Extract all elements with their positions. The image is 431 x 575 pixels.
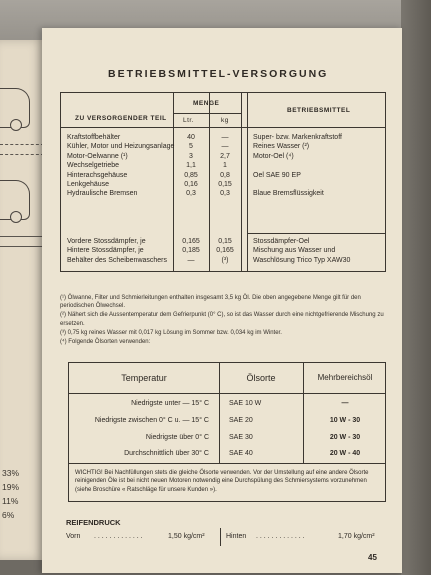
fluid-list-shock: Stossdämpfer-Oel Mischung aus Wasser und Waschlösung Trico Typ XAW30 bbox=[253, 238, 351, 264]
footnotes bbox=[60, 294, 390, 347]
dashed-line bbox=[0, 154, 44, 155]
background-right bbox=[401, 0, 431, 575]
header-oil-type: Ölsorte bbox=[246, 373, 276, 383]
temp-cell: Niedrigste unter — 15° C bbox=[131, 400, 209, 407]
multigrade-cell: 20 W - 40 bbox=[329, 450, 361, 457]
header-fluid: BETRIEBSMITTEL bbox=[287, 107, 351, 114]
ltr-values: 40 5 3 1,1 0,85 0,16 0,3 bbox=[184, 134, 198, 198]
header-ltr: Ltr. bbox=[183, 117, 195, 124]
oil-table bbox=[68, 362, 386, 502]
footnote: (³) 0,75 kg reines Wasser mit 0,017 kg Lösung im Sommer bzw. 0,034 kg im Winter. bbox=[60, 329, 282, 336]
header-amount: MENGE bbox=[193, 100, 220, 107]
fluid-list: Super- bzw. Markenkraftstoff Reines Wasser (²) Motor-Oel (⁴) Oel SAE 90 EP Blaue Bremsflüssigkeit bbox=[253, 134, 342, 198]
dimension-line bbox=[0, 246, 44, 247]
oil-cell: SAE 30 bbox=[229, 434, 253, 441]
oil-cell: SAE 40 bbox=[229, 450, 253, 457]
footnote: (¹) Ölwanne, Filter und Schmierleitungen enthalten insgesamt 3,5 kg Öl. Die oben angegebene Menge gilt für den periodischen Ölwechsel. bbox=[60, 295, 361, 310]
left-page bbox=[0, 40, 46, 560]
supply-table bbox=[60, 92, 386, 272]
manual-page: BETRIEBSMITTEL-VERSORGUNG ZU VERSORGENDER TEIL MENGE Ltr. kg BETRIEBSMITTEL Kraftstoffbehälter Kühler, Motor und Heizungsanlage Motor-Oelwanne (¹) Wechselgetriebe Hinterachsgehäuse Lenkgehäuse Hydraulische Bremsen 40 5 3 1,1 0,85 0,16 0,3 — — 2,7 1 0,8 0,15 0,3 Super- bzw. Markenkraftstoff Reines Wasser (²) Motor-Oel (⁴) Oel SAE 90 EP Blaue Bremsflüssigkeit Vordere Stossdämpfer, je Hintere Stossdämpfer, je Behälter des Scheibenwaschers 0,165 0,185 — 0,15 0,165 (³) Stossdämpfer-Oel Mischung aus Wasser und Waschlösung Trico Typ XAW30 (¹) Ölwanne, Filter und Schmierleitungen enthalten insgesamt 3,5 kg Öl. Die oben angegebene Menge gilt für den periodischen Ölwechsel. (²) Nähert sich die Aussentemperatur dem Gefrierpunkt (0° C), so ist das Wasser durch eine nichtgefrierende Mischung zu ersetzen. (³) 0,75 kg reines Wasser mit 0,017 kg Lösung im Sommer bzw. 0,034 kg im Winter. (⁴) Folgende Ölsorten verwenden: Temperatur Ölsorte Mehrbereichsöl Niedrigste unter — 15° C SAE 10 W — Niedrigste zwischen 0° C u. — 15° C SAE 20 10 W - 30 Niedrigste über 0° C SAE 30 20 W - 30 Durchschnittlich über 30° C SAE 40 20 W - 40 WICHTIG! Bei Nachfüllungen stets die gleiche Ölsorte verwenden. Vor der Umstellung auf eine andere Ölsorte reinigenden Öle ist bei nicht neuen Motoren notwendig eine Durchspülung des Schmiersystems vorzunehmen (siehe Broschüre « Ratschläge für unsere Kunden »). REIFENDRUCK Vorn . . . . . . . . . . . . . 1,50 kg/cm² Hinten . . . . . . . . . . . . . 1,70 kg/cm² 45 bbox=[42, 28, 402, 573]
part-list: Kraftstoffbehälter Kühler, Motor und Heizungsanlage Motor-Oelwanne (¹) Wechselgetriebe Hinterachsgehäuse Lenkgehäuse Hydraulische Bremsen bbox=[67, 134, 175, 198]
oil-cell: SAE 20 bbox=[229, 417, 253, 424]
header-multigrade: Mehrbereichsöl bbox=[317, 373, 373, 382]
percentage-label: 33% bbox=[2, 468, 20, 478]
oil-cell: SAE 10 W bbox=[229, 400, 262, 407]
kg-values: — — 2,7 1 0,8 0,15 0,3 bbox=[218, 134, 232, 198]
page-number: 45 bbox=[368, 553, 377, 562]
car-outline-icon bbox=[0, 88, 30, 128]
temp-cell: Durchschnittlich über 30° C bbox=[124, 450, 209, 457]
front-pressure: 1,50 kg/cm² bbox=[168, 533, 205, 540]
header-part: ZU VERSORGENDER TEIL bbox=[75, 115, 167, 122]
rear-pressure: 1,70 kg/cm² bbox=[338, 533, 375, 540]
car-outline-icon bbox=[0, 180, 30, 220]
wheel-icon bbox=[10, 119, 22, 131]
wheel-icon bbox=[10, 211, 22, 223]
page-title: BETRIEBSMITTEL-VERSORGUNG bbox=[108, 68, 329, 80]
percentage-label: 11% bbox=[2, 496, 19, 506]
ltr-values-shock: 0,165 0,185 — bbox=[182, 238, 200, 264]
footnote: (²) Nähert sich die Aussentemperatur dem Gefrierpunkt (0° C), so ist das Wasser durch eine nichtgefrierende Mischung zu ersetzen. bbox=[60, 312, 384, 327]
multigrade-cell: — bbox=[341, 400, 349, 407]
part-list-shock: Vordere Stossdämpfer, je Hintere Stossdämpfer, je Behälter des Scheibenwaschers bbox=[67, 238, 168, 264]
percentage-label: 6% bbox=[2, 510, 15, 520]
warning-text: WICHTIG! Bei Nachfüllungen stets die gleiche Ölsorte verwenden. Vor der Umstellung auf eine andere Ölsorte reinigenden Öle ist bei nicht neuen Motoren notwendig eine Durchspülung des Schmiersystems vorzunehmen (siehe Broschüre « Ratschläge für unsere Kunden »). bbox=[75, 470, 369, 493]
percentage-label: 19% bbox=[2, 482, 20, 492]
front-label: Vorn bbox=[66, 533, 81, 540]
tire-pressure-heading: REIFENDRUCK bbox=[66, 518, 121, 527]
multigrade-cell: 20 W - 30 bbox=[329, 434, 361, 441]
rear-label: Hinten bbox=[226, 533, 247, 540]
multigrade-cell: 10 W - 30 bbox=[329, 417, 361, 424]
header-temperature: Temperatur bbox=[121, 373, 167, 383]
dashed-line bbox=[0, 144, 44, 145]
separator bbox=[220, 528, 221, 546]
kg-values-shock: 0,15 0,165 (³) bbox=[216, 238, 234, 264]
footnote: (⁴) Folgende Ölsorten verwenden: bbox=[60, 339, 151, 346]
temp-cell: Niedrigste zwischen 0° C u. — 15° C bbox=[94, 417, 209, 424]
dimension-line bbox=[0, 236, 44, 237]
header-kg: kg bbox=[221, 117, 229, 124]
temp-cell: Niedrigste über 0° C bbox=[145, 434, 209, 441]
